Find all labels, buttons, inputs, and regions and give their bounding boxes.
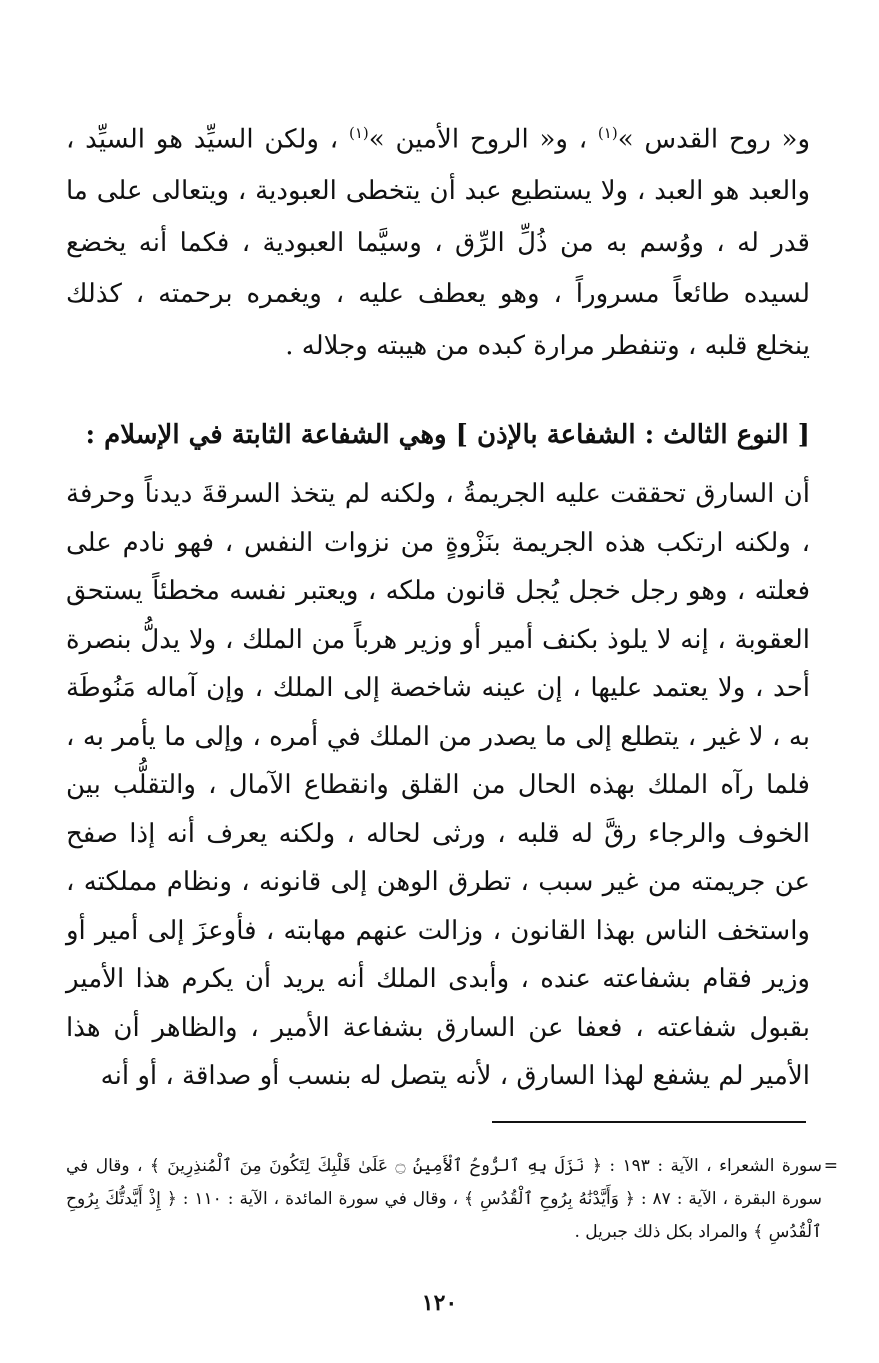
page-number: ١٢٠ [421, 1290, 458, 1316]
footnote-ref-1[interactable]: (١) [597, 124, 618, 142]
paragraph-1-part-2: ، و« الروح الأمين » [368, 124, 598, 155]
footnote-divider [492, 1121, 806, 1123]
paragraph-1 [66, 108, 810, 372]
section-heading: [ النوع الثالث : الشفاعة بالإذن ] وهي الشفاعة الثابتة في الإسلام : [85, 420, 810, 450]
footnote-continuation-mark: = [823, 1156, 838, 1176]
paragraph-2: أن السارق تحققت عليه الجريمةُ ، ولكنه لم يتخذ السرقةَ ديدناً وحرفة ، ولكنه ارتكب هذه الجريمة بنَزْوةٍ من نزوات النفس ، فهو نادم على فعلته ، وهو رجل خجل يُجل قانون ملكه ، ويعتبر نفسه مخطئاً يستحق العقوبة ، إنه لا يلوذ بكنف أمير أو وزير هرباً من الملك ، ولا يدلُّ بنصرة أحد ، ولا يعتمد عليها ، إن عينه شاخصة إلى الملك ، وإن آماله مَنُوطَة به ، لا غير ، يتطلع إلى ما يصدر من الملك في أمره ، وإلى ما يأمر به ، فلما رآه الملك بهذه الحال من القلق وانقطاع الآمال ، والتقلُّب بين الخوف والرجاء رقَّ له قلبه ، ورثى لحاله ، ولكنه يعرف أنه إذا صفح عن جريمته من غير سبب ، تطرق الوهن إلى قانونه ، ونظام مملكته ، واستخف الناس بهذا القانون ، وزالت عنهم مهابته ، فأوعزَ إلى أمير أو وزير فقام بشفاعته عنده ، وأبدى الملك أنه يريد أن يكرم هذا الأمير بقبول شفاعته ، فعفا عن السارق بشفاعة الأمير ، والظاهر أن هذا الأمير لم يشفع لهذا السارق ، لأنه يتصل له بنسب أو صداقة ، أو أنه [66, 479, 810, 1091]
footnote-ref-2[interactable]: (١) [348, 124, 369, 142]
footnote [66, 1150, 838, 1249]
footnote-text: سورة الشعراء ، الآية : ١٩٣ : ﴿ نَزَلَ بِهِ ٱلرُّوحُ ٱلْأَمِينُ ۝ عَلَىٰ قَلْبِكَ لِتَكُونَ مِنَ ٱلْمُنذِرِينَ ﴾ ، وقال في سورة البقرة ، الآية : ٨٧ : ﴿ وَأَيَّدْنَٰهُ بِرُوحِ ٱلْقُدُسِ ﴾ ، وقال في سورة المائدة ، الآية : ١١٠ : ﴿ إِذْ أَيَّدتُّكَ بِرُوحِ ٱلْقُدُسِ ﴾ والمراد بكل ذلك جبريل . [66, 1156, 822, 1242]
page-body [66, 108, 810, 372]
paragraph-1-part-3: ، ولكن السيِّد هو السيِّد ، والعبد هو العبد ، ولا يستطيع عبد أن يتخطى العبودية ، ويتعالى على ما قدر له ، ووُسم به من ذُلِّ الرِّق ، وسيَّما العبودية ، فكما أنه يخضع لسيده طائعاً مسروراً ، وهو يعطف عليه ، ويغمره برحمته ، كذلك ينخلع قلبه ، وتنفطر مرارة كبده من هيبته وجلاله . [66, 124, 810, 361]
paragraph-1-part-1: و« روح القدس » [617, 124, 811, 155]
